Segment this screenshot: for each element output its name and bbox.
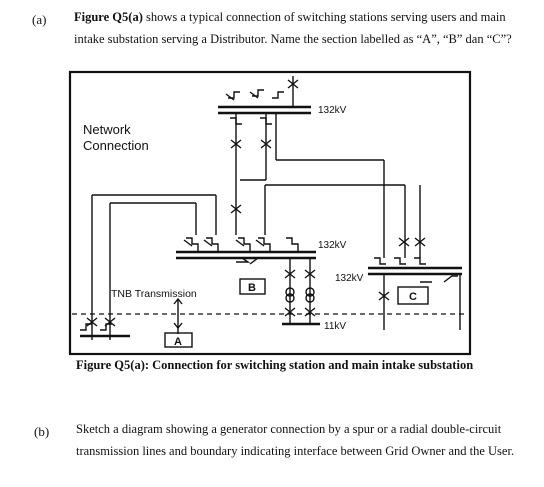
box-a-label: A <box>174 336 182 348</box>
network-label-2: Connection <box>83 138 149 153</box>
question-a-line2: intake substation serving a Distributor. Name the section labelled as “A”, “B” dan “C”? <box>74 32 512 46</box>
question-b-line1: Sketch a diagram showing a generator connection by a spur or a radial double-circuit <box>76 422 502 436</box>
kv-right-label: 132kV <box>335 273 364 284</box>
question-a-label: (a) <box>32 12 47 27</box>
question-b-text <box>76 418 526 462</box>
box-c-label: C <box>409 291 417 303</box>
network-label-1: Network <box>83 122 131 137</box>
kv-mid-label: 132kV <box>318 240 347 251</box>
figure-frame <box>70 72 470 354</box>
kv-top-label: 132kV <box>318 105 347 116</box>
question-b-line2: transmission lines and boundary indicating interface between Grid Owner and the User. <box>76 444 515 458</box>
question-a-line1-rest: shows a typical connection of switching stations serving users and main <box>142 10 506 24</box>
kv-low-label: 11kV <box>324 321 347 332</box>
figure-caption: Figure Q5(a): Connection for switching station and main intake substation <box>76 358 474 372</box>
question-b-label: (b) <box>34 424 50 439</box>
figure-ref: Figure Q5(a) <box>74 10 143 24</box>
tnb-transmission-label: TNB Transmission <box>111 288 197 300</box>
box-b-label: B <box>248 282 256 294</box>
